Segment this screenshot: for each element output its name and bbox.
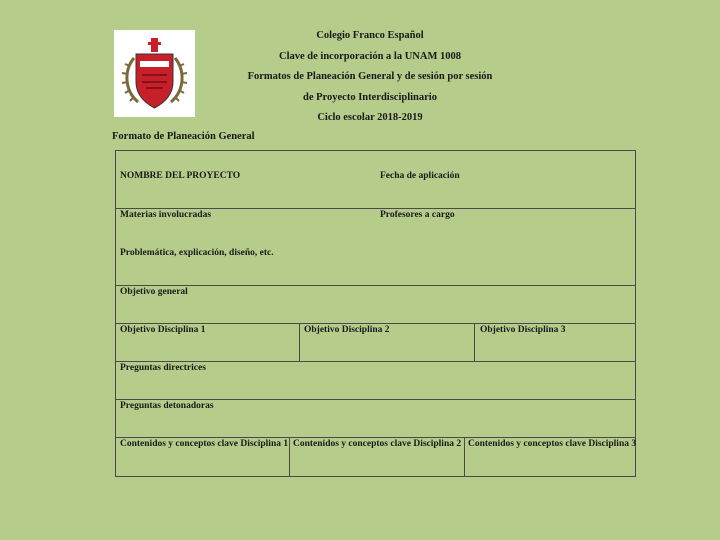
school-crest-icon: [114, 30, 195, 117]
objective-discipline-3: Objetivo Disciplina 3: [480, 325, 566, 335]
header-school-year: Ciclo escolar 2018-2019: [317, 112, 423, 123]
problem-label: Problemática, explicación, diseño, etc.: [120, 248, 274, 258]
column-divider: [289, 438, 290, 476]
row-discipline-objectives: [116, 324, 635, 362]
header-format-title: Formatos de Planeación General y de sesión por sesión: [247, 71, 493, 82]
column-divider: [474, 324, 475, 361]
contents-discipline-3: Contenidos y conceptos clave Disciplina 3: [468, 439, 637, 449]
row-general-objective: [116, 286, 635, 324]
row-guiding-questions: [116, 362, 635, 400]
document-header: [240, 26, 500, 129]
row-trigger-questions: [116, 400, 635, 438]
subjects-label: Materias involucradas: [120, 210, 212, 220]
row-subjects: [116, 209, 635, 286]
header-school-name: Colegio Franco Español: [316, 30, 424, 41]
row-key-contents: [116, 438, 635, 476]
header-unam-code: Clave de incorporación a la UNAM 1008: [279, 50, 461, 62]
teachers-label: Profesores a cargo: [380, 210, 455, 220]
column-divider: [464, 438, 465, 476]
form-section-label: Formato de Planeación General: [112, 131, 255, 142]
project-name-label: NOMBRE DEL PROYECTO: [120, 171, 241, 181]
contents-discipline-1: Contenidos y conceptos clave Disciplina 1: [120, 439, 289, 449]
row-project-name: [116, 151, 635, 209]
column-divider: [299, 324, 300, 361]
guiding-questions-label: Preguntas directrices: [120, 363, 206, 373]
objective-discipline-2: Objetivo Disciplina 2: [304, 325, 390, 335]
school-crest-logo: [114, 30, 195, 117]
trigger-questions-label: Preguntas detonadoras: [120, 401, 214, 411]
planning-form-table: [115, 150, 636, 477]
header-project-type: de Proyecto Interdisciplinario: [303, 91, 437, 103]
application-date-label: Fecha de aplicación: [380, 171, 460, 181]
contents-discipline-2: Contenidos y conceptos clave Disciplina 2: [293, 439, 462, 449]
general-objective-label: Objetivo general: [120, 287, 188, 297]
objective-discipline-1: Objetivo Disciplina 1: [120, 325, 206, 335]
